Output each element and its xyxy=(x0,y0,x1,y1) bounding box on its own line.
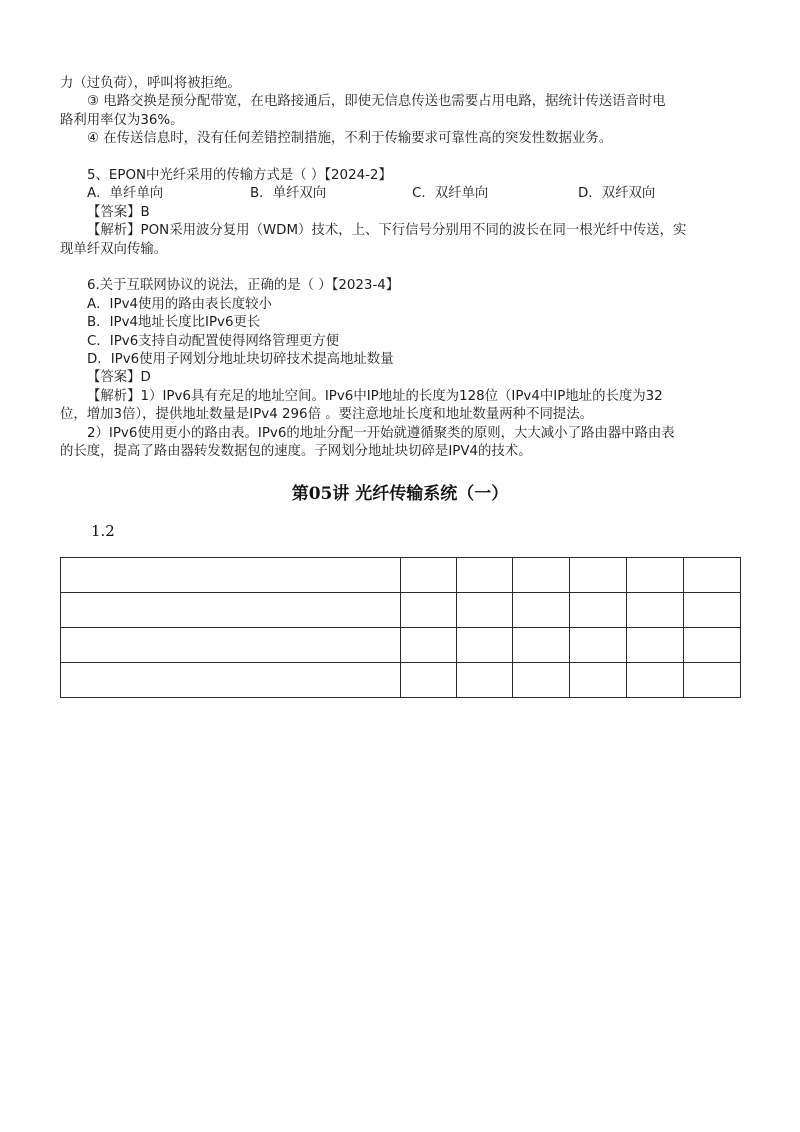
table-cell xyxy=(684,558,741,593)
lecture-title: 第05讲 光纤传输系统（一） xyxy=(291,484,509,504)
question-5-analysis: 现单纤双向传输。 xyxy=(60,241,168,257)
table-cell xyxy=(61,628,401,663)
table-cell xyxy=(627,593,684,628)
table-cell xyxy=(457,663,513,698)
question-5-answer: 【答案】B xyxy=(87,204,150,220)
table-cell xyxy=(684,663,741,698)
table-cell xyxy=(401,628,457,663)
table-cell xyxy=(570,628,627,663)
table-cell xyxy=(61,593,401,628)
option-c: C．双纤单向 xyxy=(412,186,489,202)
question-6-answer: 【答案】D xyxy=(87,370,151,386)
table-cell xyxy=(401,593,457,628)
table-cell xyxy=(570,663,627,698)
option-b: B．单纤双向 xyxy=(250,186,327,202)
table-cell xyxy=(513,628,570,663)
point-4-line: ④ 在传送信息时，没有任何差错控制措施，不利于传输要求可靠性高的突发性数据业务。 xyxy=(87,131,613,147)
previous-answer-continuation xyxy=(60,75,750,461)
question-6-stem: 6.关于互联网协议的说法，正确的是（ ）【2023-4】 xyxy=(87,278,400,294)
table-row xyxy=(61,558,741,593)
table-cell xyxy=(513,663,570,698)
table-cell xyxy=(627,663,684,698)
question-5-analysis: 【解析】PON采用波分复用（WDM）技术，上、下行信号分别用不同的波长在同一根光纤中传送，实 xyxy=(87,223,687,239)
question-5-stem: 5、EPON中光纤采用的传输方式是（ ）【2024-2】 xyxy=(87,168,392,184)
option-a: A．单纤单向 xyxy=(87,186,164,202)
table-cell xyxy=(457,593,513,628)
table-cell xyxy=(684,628,741,663)
table-cell xyxy=(570,558,627,593)
table-cell xyxy=(627,628,684,663)
empty-table xyxy=(60,557,741,698)
question-6-analysis: 的长度，提高了路由器转发数据包的速度。子网划分地址块切碎是IPV4的技术。 xyxy=(60,444,532,460)
table-row xyxy=(61,663,741,698)
table-cell xyxy=(457,558,513,593)
question-6-analysis: 2）IPv6使用更小的路由表。IPv6的地址分配一开始就遵循聚类的原则，大大减小了路由器中路由表 xyxy=(87,425,675,441)
point-3-line: 路利用率仅为36%。 xyxy=(60,112,184,128)
question-6-analysis: 位，增加3倍），提供地址数量是IPv4 296倍 。要注意地址长度和地址数量两种不同提法。 xyxy=(60,407,594,423)
table-row xyxy=(61,628,741,663)
option-d: D．双纤双向 xyxy=(578,186,656,202)
table-cell xyxy=(61,663,401,698)
table-cell xyxy=(401,663,457,698)
option-a: A．IPv4使用的路由表长度较小 xyxy=(87,296,272,312)
table-cell xyxy=(570,593,627,628)
section-number: 1.2 xyxy=(91,522,115,540)
table-cell xyxy=(401,558,457,593)
table-cell xyxy=(627,558,684,593)
point-3-line: ③ 电路交换是预分配带宽，在电路接通后，即使无信息传送也需要占用电路，据统计传送语音时电 xyxy=(87,94,666,110)
table-row xyxy=(61,593,741,628)
question-5-options xyxy=(60,185,750,203)
table-cell xyxy=(457,628,513,663)
table-cell xyxy=(61,558,401,593)
option-d: D．IPv6使用子网划分地址块切碎技术提高地址数量 xyxy=(87,352,394,368)
question-6-analysis: 【解析】1）IPv6具有充足的地址空间。IPv6中IP地址的长度为128位（IPv4中IP地址的长度为32 xyxy=(87,388,663,404)
continuation-line: 力（过负荷），呼叫将被拒绝。 xyxy=(60,76,241,91)
table-cell xyxy=(513,593,570,628)
option-b: B．IPv4地址长度比IPv6更长 xyxy=(87,315,261,331)
table-cell xyxy=(513,558,570,593)
option-c: C．IPv6支持自动配置使得网络管理更方便 xyxy=(87,333,340,349)
table-cell xyxy=(684,593,741,628)
